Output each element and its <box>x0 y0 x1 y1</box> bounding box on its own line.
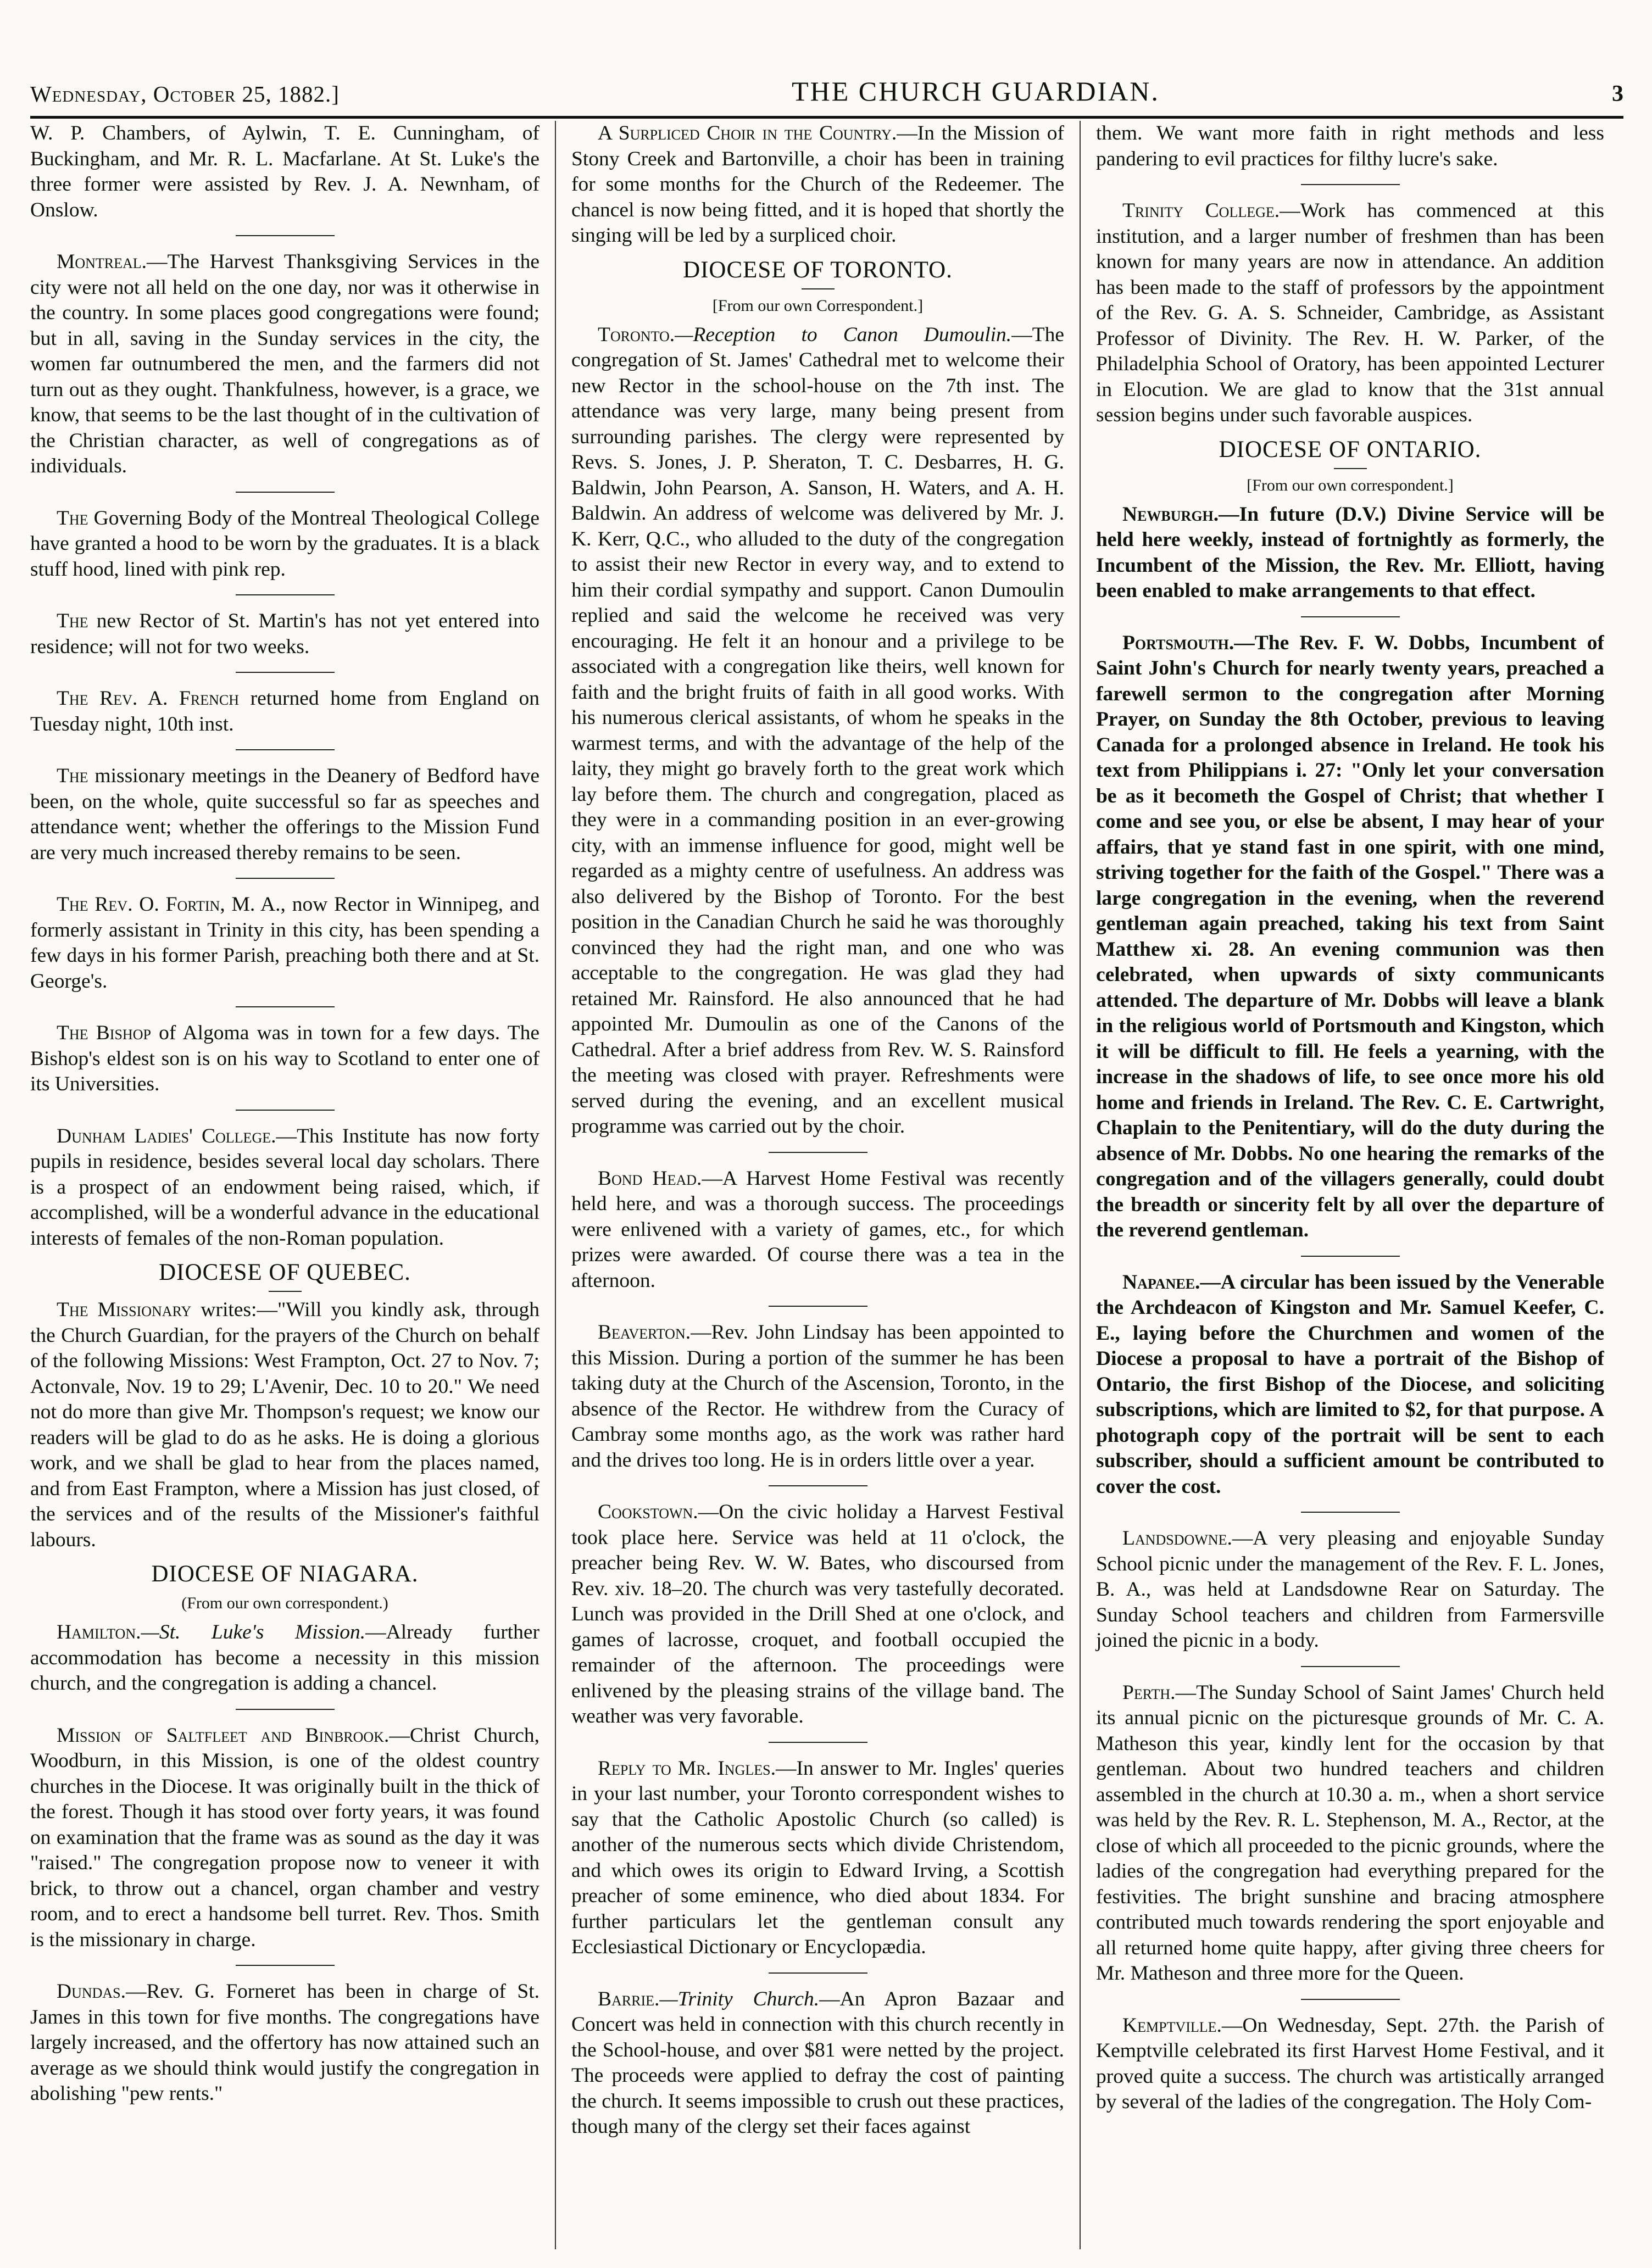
article-trinity-college: Trinity College.—Work has commenced at this institution, and a larger number of freshmen than has been known for many years are now in attendance. An addition has been made to the staff of professors by the appointment of the Rev. G. A. S. Schneider, Cambridge, as Assistant Professor of Divinity. The Rev. H. W. Parker, of the Philadelphia School of Oratory, has been appointed Lecturer in Elocution. We are glad to know that the 31st annual session begins under such favorable auspices. <box>1096 199 1604 426</box>
article-rev-fortin: The Rev. O. Fortin, M. A., now Rector in Winnipeg, and formerly assistant in Trinity in this city, has been spending a few days in his former Parish, preaching both there and at St. George's. <box>30 893 540 993</box>
article-reply-ingles: Reply to Mr. Ingles.—In answer to Mr. Ingles' queries in your last number, your Toronto correspondent wishes to say that the Catholic Apostolic Church (so called) is another of the numerous sects which divide Christendom, and which owes its origin to Edward Irving, a Scottish preacher of some eminence, who died about 1834. For further particulars let the gentleman consult any Ecclesiastical Dictionary or Encyclopædia. <box>571 1757 1064 1958</box>
article-barrie: Barrie.—Trinity Church.—An Apron Bazaar and Concert was held in connection with this church recently in the School-house, and over $81 were netted by the project. The proceeds were applied to defray the cost of painting the church. It seems impossible to crush out these practices, though many of the clergy set their faces against <box>571 1987 1064 2138</box>
article-dundas: Dundas.—Rev. G. Forneret has been in charge of St. James in this town for five months. The congregations have largely increased, and the offertory has now attained such an average as we should think would justify the congregation in abolishing "pew rents." <box>30 1980 539 2105</box>
separator <box>236 749 335 750</box>
newspaper-page <box>30 30 1623 2249</box>
article-newburgh: Newburgh.—In future (D.V.) Divine Service will be held here weekly, instead of fortnightly as formerly, the Incumbent of the Mission, the Rev. Mr. Elliott, having been enabled to make arrangements to that effect. <box>1096 503 1604 602</box>
heading-diocese-ontario: DIOCESE OF ONTARIO. <box>1219 436 1482 462</box>
issue-date: Wednesday, October 25, 1882.] <box>30 81 340 107</box>
separator <box>1301 1512 1400 1513</box>
separator <box>769 1972 867 1974</box>
article-dunham: Dunham Ladies' College.—This Institute has now forty pupils in residence, besides several local day scholars. There is a prospect of an endowment being raised, which, if accomplished, will be a wonderful advance in the educational interests of females of the non-Roman population. <box>30 1124 539 1250</box>
article-kemptville: Kemptville.—On Wednesday, Sept. 27th. the Parish of Kemptville celebrated its first Harvest Home Festival, and it proved quite a success. The church was artistically arranged by several of the ladies of the congregation. The Holy Com- <box>1096 2014 1604 2113</box>
article-surpliced-choir: A Surpliced Choir in the Country.—In the Mission of Stony Creek and Bartonville, a choir has been in training for some months for the Church of the Redeemer. The chancel is now being fitted, and it is hoped that shortly the singing will be led by a surpliced choir. <box>571 122 1064 247</box>
article-theological-college: The Governing Body of the Montreal Theological College have granted a hood to be worn by the graduates. It is a black stuff hood, lined with pink rep. <box>30 506 539 581</box>
separator <box>236 1709 335 1710</box>
separator <box>236 492 335 493</box>
separator <box>802 288 835 289</box>
article-rev-french: The Rev. A. French returned home from England on Tuesday night, 10th inst. <box>30 687 539 735</box>
separator <box>269 1291 302 1292</box>
ontario-bold-section <box>1096 502 1604 1500</box>
article-bedford: The missionary meetings in the Deanery of Bedford have been, on the whole, quite successful so far as speeches and attendance went; whether the offerings to the Mission Fund are very much increased thereby remains to be seen. <box>30 765 539 864</box>
heading-diocese-quebec: DIOCESE OF QUEBEC. <box>159 1260 411 1285</box>
correspondent-note: [From our own Correspondent.] <box>712 296 924 315</box>
article-bond-head: Bond Head.—A Harvest Home Festival was recently held here, and was a thorough success. The proceedings were enlivened with a variety of games, etc., for which prizes were awarded. Of course there was a tea in the afternoon. <box>571 1167 1064 1292</box>
article-montreal: Montreal.—The Harvest Thanksgiving Services in the city were not all held on the one day, nor was it otherwise in the country. In some places good congregations were found; but in all, saving in the Sunday services in the city, the women far outnumbered the men, and the farmers did not turn out as they ought. Thankfulness, however, is a grace, we know, that seems to be the last thought of in the cultivation of the Christian character, as well of congregations as of individuals. <box>30 250 539 477</box>
newspaper-title: THE CHURCH GUARDIAN. <box>792 76 1160 107</box>
separator <box>236 1110 335 1111</box>
separator <box>236 1006 335 1007</box>
article-portsmouth: Portsmouth.—The Rev. F. W. Dobbs, Incumbent of Saint John's Church for nearly twenty years, preached a farewell sermon to the congregation after Morning Prayer, on Sunday the 8th October, previous to leaving Canada for a prolonged absence in Ireland. He took his text from Philippians i. 27: "Only let your conversation be as it becometh the Gospel of Christ; that whether I come and see you, or else be absent, I may hear of your affairs, that ye stand fast in one spirit, with one mind, striving together for the faith of the Gospel." There was a large congregation in the evening, when the reverend gentleman again preached, taking his text from Saint Matthew xi. 28. An evening communion was then celebrated, when upwards of sixty communicants attended. The departure of Mr. Dobbs will leave a blank in the religious world of Portsmouth and Kingston, which it will be difficult to fill. He feels a yearning, with the increase in the shadows of life, to see once more his old home and friends in Ireland. The Rev. C. E. Cartwright, Chaplain to the Penitentiary, will do the duty during the absence of Mr. Dobbs. No one hearing the remarks of the congregation and of the villagers generally, could doubt the breadth or sincerity felt by all over the departure of the reverend gentleman. <box>1096 631 1604 1241</box>
separator <box>1301 1256 1400 1257</box>
separator <box>1334 468 1367 469</box>
separator <box>1301 1666 1400 1667</box>
separator <box>236 1965 335 1966</box>
separator <box>1301 184 1400 185</box>
separator <box>1301 616 1400 617</box>
article-cookstown: Cookstown.—On the civic holiday a Harvest Festival took place here. Service was held at 11 o'clock, the preacher being Rev. W. W. Bates, who discoursed from Rev. xiv. 18–20. The church was very tastefully decorated. Lunch was provided in the Drill Shed at one o'clock, and games of lacrosse, croquet, and football occupied the remainder of the afternoon. The proceedings were enlivened by the pleasing strains of the village band. The weather was very favorable. <box>571 1501 1064 1728</box>
separator <box>236 672 335 673</box>
column-3 <box>1080 121 1604 2249</box>
separator <box>769 1306 867 1307</box>
article-saltfleet: Mission of Saltfleet and Binbrook.—Christ Church, Woodburn, in this Mission, is one of the oldest country churches in the Diocese. It was originally built in the thick of the forest. Though it has stood over forty years, it was found on examination that the frame was as sound as the day it was "raised." The congregation propose now to veneer it with brick, to throw out a chancel, organ chamber and vestry room, and to erect a handsome bell turret. Rev. Thos. Smith is the missionary in charge. <box>30 1724 539 1951</box>
article-continued: them. We want more faith in right methods and less pandering to evil practices for filthy lucre's sake. <box>1096 122 1604 170</box>
article-st-martins: The new Rector of St. Martin's has not yet entered into residence; will not for two weeks. <box>30 610 539 658</box>
column-1 <box>30 121 555 2249</box>
separator <box>769 1152 867 1153</box>
article-toronto: Toronto.—Reception to Canon Dumoulin.—The congregation of St. James' Cathedral met to welcome their new Rector in the school-house on the 7th inst. The attendance was very large, many being present from surrounding parishes. The clergy were represented by Revs. S. Jones, J. P. Sheraton, T. C. Desbarres, H. G. Baldwin, John Pearson, A. Sanson, H. Waters, and A. H. Baldwin. An address of welcome was delivered by Mr. J. K. Kerr, Q.C., who alluded to the duty of the congregation to assist their new Rector in every way, and to extend to him their cordial sympathy and support. Canon Dumoulin replied and said the welcome he received was very encouraging. He felt it an honour and a privilege to be associated with a congregation like theirs, well known for faith and the bright fruits of faith in all good works. With his numerous clerical assistants, of whom he speaks in the warmest terms, and with the advantage of the help of the laity, they might go bravely forth to the great work which lay before them. The church and congregation, placed as they were in a commanding position in an ever-growing city, with an immense influence for good, might well be regarded as a mighty centre of usefulness. An address was also delivered by the Bishop of Toronto. For the best position in the Canadian Church he said he was thoroughly convinced they had the right man, and one who was acceptable to the congregation. He was glad they had retained Mr. Rainsford. He also announced that he had appointed Mr. Dumoulin as one of the Canons of the Cathedral. After a brief address from Rev. W. S. Rainsford the meeting was closed with prayer. Refreshments were served during the evening, and an excellent musical programme was carried out by the choir. <box>571 323 1064 1138</box>
article-hamilton: Hamilton.—St. Luke's Mission.—Already further accommodation has become a necessity in this mission church, and the congregation is adding a chancel. <box>30 1621 539 1695</box>
article-beaverton: Beaverton.—Rev. John Lindsay has been appointed to this Mission. During a portion of the summer he has been taking duty at the Church of the Ascension, Toronto, in the absence of the Rector. He withdrew from the Curacy of Cambray some months ago, as the work was rather hard and the drives too long. He is in orders little over a year. <box>571 1321 1064 1472</box>
correspondent-note: (From our own correspondent.) <box>181 1594 388 1612</box>
article-paragraph: W. P. Chambers, of Aylwin, T. E. Cunningham, of Buckingham, and Mr. R. L. Macfarlane. At St. Luke's the three former were assisted by Rev. J. A. Newnham, of Onslow. <box>30 122 539 221</box>
article-napanee: Napanee.—A circular has been issued by the Venerable the Archdeacon of Kingston and Mr. Samuel Keefer, C. E., laying before the Churchmen and women of the Diocese a proposal to have a portrait of the Bishop of Ontario, the first Bishop of the Diocese, and soliciting subscriptions, which are limited to $2, for that purpose. A photograph copy of the portrait will be sent to each subscriber, should a sufficient amount be contributed to cover the cost. <box>1096 1270 1604 1498</box>
masthead <box>30 69 1623 119</box>
separator <box>236 594 335 595</box>
article-missionary: The Missionary writes:—"Will you kindly ask, through the Church Guardian, for the prayers of the Church on behalf of the following Missions: West Frampton, Oct. 27 to Nov. 7; Actonvale, Nov. 19 to 29; L'Avenir, Dec. 10 to 20." We need not do more than give Mr. Thompson's request; we know our readers will be glad to do as he asks. He is doing a glorious work, and we shall be glad to hear from the places named, and from East Frampton, where a Mission has just closed, of the services and of the results of the Missioner's faithful labours. <box>30 1299 539 1551</box>
columns <box>30 121 1623 2249</box>
separator <box>769 1485 867 1486</box>
article-perth: Perth.—The Sunday School of Saint James' Church held its annual picnic on the picturesque grounds of Mr. C. A. Matheson this year, kindly lent for the occasion by that gentleman. About two hundred teachers and children assembled in the church at 10.30 a. m., when a short service was held by the Rev. R. L. Stephenson, M. A., Rector, at the close of which all proceeded to the picnic grounds, where the ladies of the congregation had everything prepared for the festivities. The bright sunshine and bracing atmosphere contributed much towards rendering the sport enjoyable and all returned home quite happy, after giving three cheers for Mr. Matheson and three more for the Queen. <box>1096 1681 1604 1985</box>
correspondent-note: [From our own correspondent.] <box>1247 476 1454 494</box>
heading-diocese-niagara: DIOCESE OF NIAGARA. <box>151 1561 419 1587</box>
separator <box>1301 1999 1400 2000</box>
page-number: 3 <box>1611 81 1623 107</box>
heading-diocese-toronto: DIOCESE OF TORONTO. <box>683 257 953 283</box>
article-bishop-algoma: The Bishop of Algoma was in town for a few days. The Bishop's eldest son is on his way to Scotland to enter one of its Universities. <box>30 1022 539 1095</box>
separator <box>236 235 335 236</box>
separator <box>769 1742 867 1743</box>
column-2 <box>555 121 1080 2249</box>
separator <box>236 878 335 879</box>
article-landsdowne: Landsdowne.—A very pleasing and enjoyable Sunday School picnic under the management of the Rev. F. L. Jones, B. A., was held at Landsdowne Rear on Saturday. The Sunday School teachers and children from Farmersville joined the picnic in a body. <box>1096 1527 1604 1652</box>
